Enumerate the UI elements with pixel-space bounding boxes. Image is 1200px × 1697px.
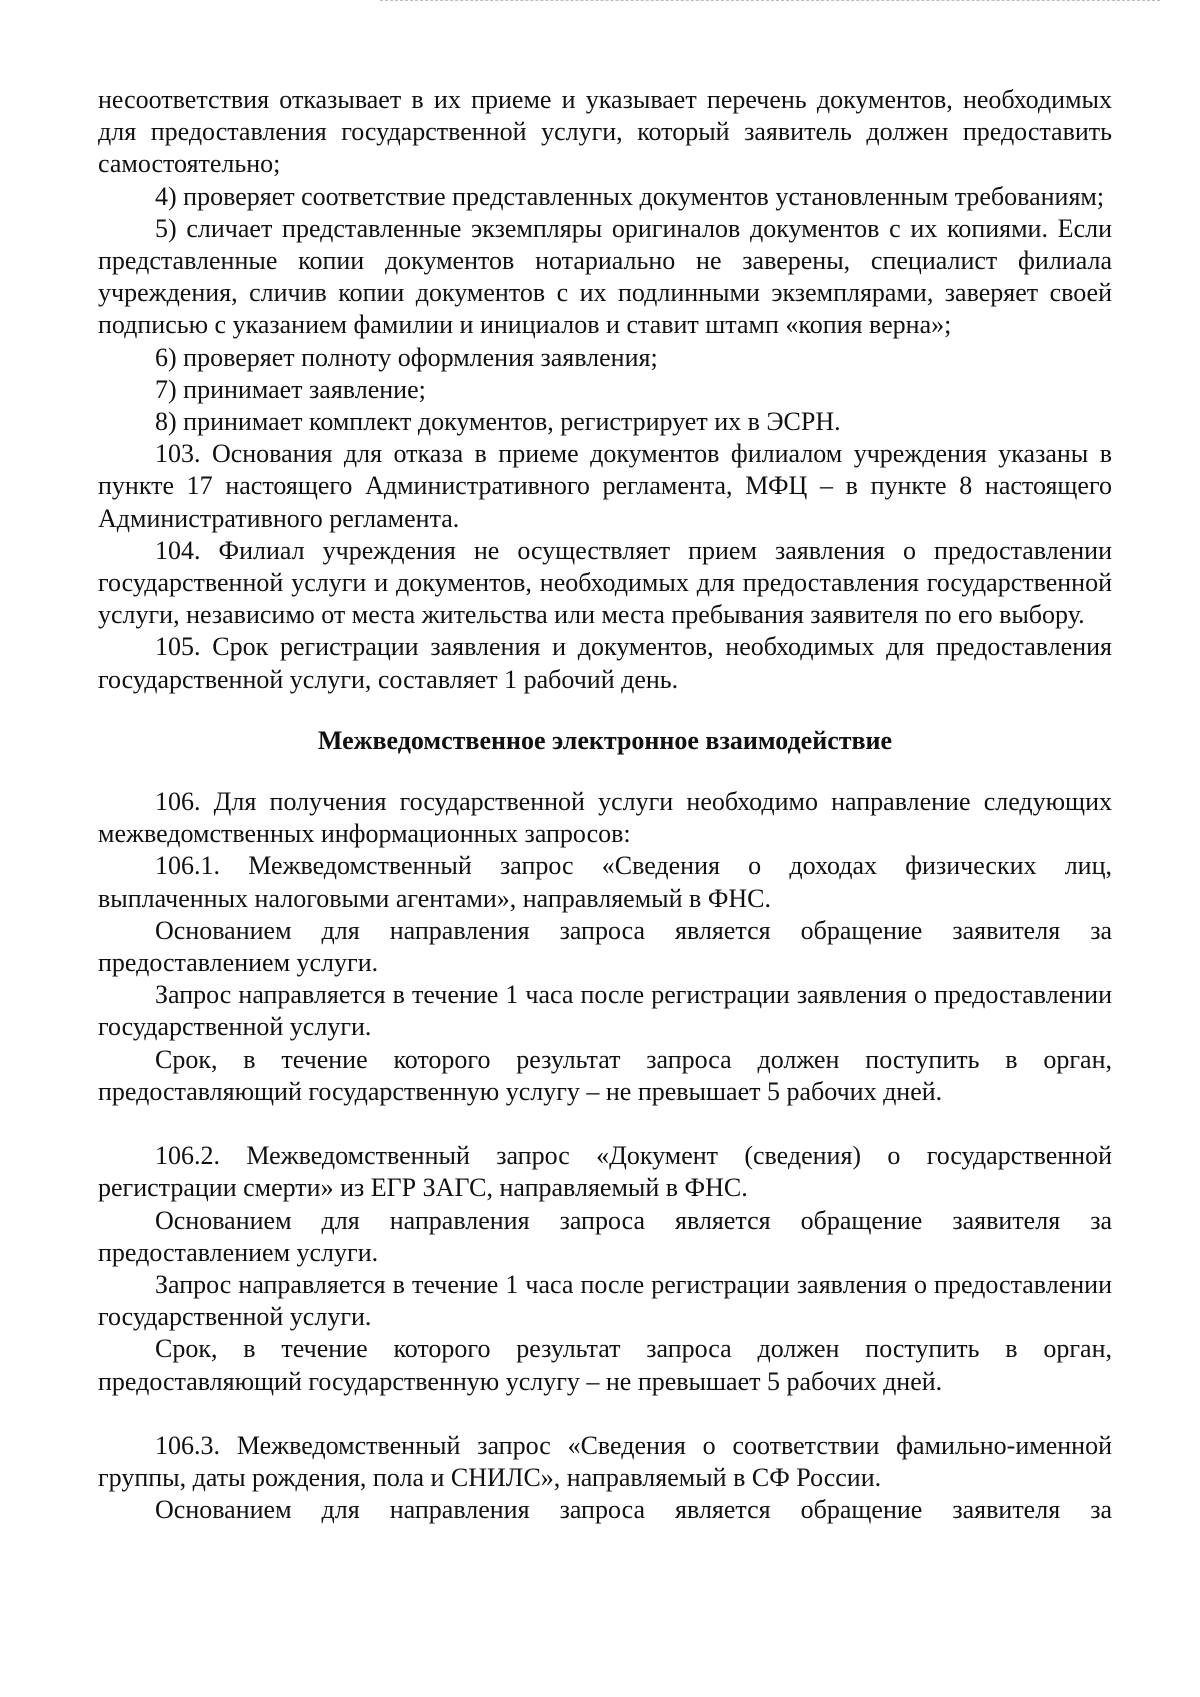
paragraph-106-1: 106.1. Межведомственный запрос «Сведения о доходах физических лиц, выплаченных налоговыми агентами», направляемый в ФНС.: [98, 851, 1112, 913]
list-item-7: 7) принимает заявление;: [155, 374, 426, 404]
paragraph-106-2: 106.2. Межведомственный запрос «Документ (сведения) о государственной регистрации смерти» из ЕГР ЗАГС, направляемый в ФНС.: [98, 1141, 1112, 1203]
paragraph-106-2-timing: Запрос направляется в течение 1 часа после регистрации заявления о предоставлении государственной услуги.: [98, 1269, 1112, 1332]
paragraph-105: 105. Срок регистрации заявления и документов, необходимых для предоставления государственной услуги, составляет 1 рабочий день.: [98, 632, 1112, 694]
paragraph-continuation: несоответствия отказывает в их приеме и указывает перечень документов, необходимых для предоставления государственной услуги, который заявитель должен предоставить самостоятельно;: [98, 85, 1112, 179]
paragraph-106-1-deadline: Срок, в течение которого результат запроса должен поступить в орган, предоставляющий государственную услугу – не превышает 5 рабочих дней.: [98, 1044, 1112, 1106]
section-heading: Межведомственное электронное взаимодействие: [317, 725, 893, 755]
paragraph-106-1-timing: Запрос направляется в течение 1 часа после регистрации заявления о предоставлении государственной услуги.: [98, 980, 1112, 1042]
paragraph-106-2-basis: Основанием для направления запроса является обращение заявителя за предоставлением услуги.: [98, 1205, 1112, 1267]
paragraph-104: 104. Филиал учреждения не осуществляет прием заявления о предоставлении государственной услуги и документов, необходимых для предоставления государственной услуги, независимо от места жительства или места пребывания заявителя по его выбору.: [98, 535, 1112, 630]
list-item-4: 4) проверяет соответствие представленных документов установленным требованиям;: [155, 181, 1105, 211]
paragraph-106-1-basis: Основанием для направления запроса является обращение заявителя за предоставлением услуги.: [98, 915, 1112, 978]
scan-edge-line: [380, 0, 1160, 1]
paragraph-103: 103. Основания для отказа в приеме документов филиалом учреждения указаны в пункте 17 настоящего Административного регламента, МФЦ – в пункте 8 настоящего Административного регламента.: [98, 439, 1112, 533]
paragraph-106: 106. Для получения государственной услуги необходимо направление следующих межведомственных информационных запросов:: [98, 787, 1112, 849]
paragraph-gap: [98, 1108, 1112, 1140]
paragraph-gap: [98, 1398, 1112, 1430]
list-item-5: 5) сличает представленные экземпляры оригиналов документов с их копиями. Если представленные копии документов нотариально не заверены, специалист филиала учреждения, сличив копии документов с их подлинными экземплярами, заверяет своей подписью с указанием фамилии и инициалов и ставит штамп «копия верна»;: [98, 213, 1112, 340]
list-item-8: 8) принимает комплект документов, регистрирует их в ЭСРН.: [155, 407, 841, 437]
paragraph-106-3-basis: Основанием для направления запроса является обращение заявителя за: [155, 1495, 1112, 1525]
paragraph-106-3: 106.3. Межведомственный запрос «Сведения о соответствии фамильно-именной группы, даты рождения, пола и СНИЛС», направляемый в СФ России.: [98, 1430, 1112, 1492]
list-item-6: 6) проверяет полноту оформления заявления;: [155, 342, 658, 372]
paragraph-106-2-deadline: Срок, в течение которого результат запроса должен поступить в орган, предоставляющий государственную услугу – не превышает 5 рабочих дней.: [98, 1334, 1112, 1396]
